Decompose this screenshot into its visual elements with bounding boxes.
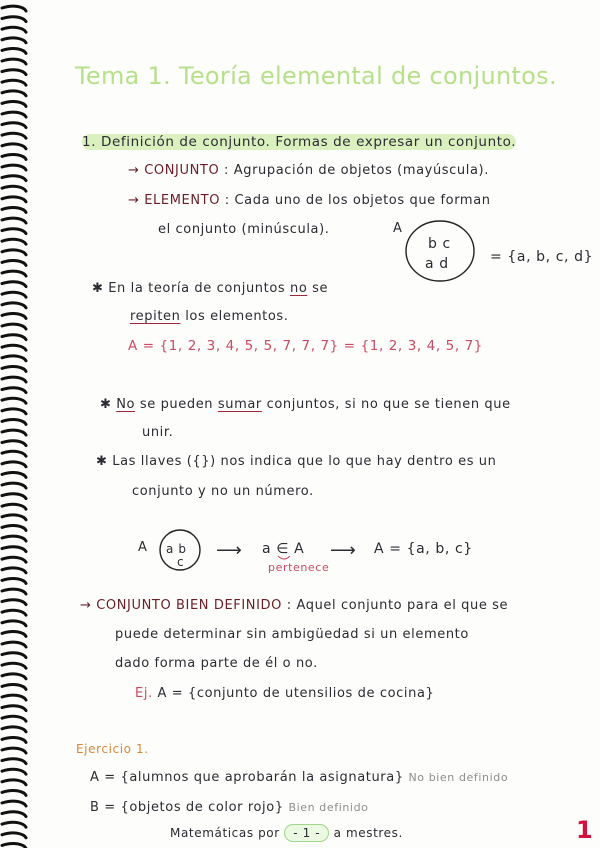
well-defined-label: → CONJUNTO BIEN DEFINIDO [80, 598, 282, 613]
conjunto-text: : Agrupación de objetos (mayúscula). [224, 163, 489, 178]
section-heading-text: 1. Definición de conjunto. Formas de expresar un conjunto. [82, 134, 517, 150]
exercise-b-note: Bien definido [288, 801, 369, 814]
exercise-b-text: B = {objetos de color rojo} [90, 800, 284, 815]
example-label: Ej. [135, 686, 153, 701]
well-defined-line3: dado forma parte de él o no. [115, 656, 318, 671]
page-number: 1 [576, 816, 594, 844]
exercise-a-note: No bien definido [408, 771, 509, 784]
note-repeat-no: no [290, 281, 308, 296]
note-sumar-star: ✱ [100, 397, 112, 412]
note-sumar-mid: se pueden [139, 397, 214, 412]
diagram-set-name: A [393, 221, 403, 236]
note-sumar-line2: unir. [142, 425, 174, 440]
note-sumar-sumar: sumar [217, 397, 262, 412]
membership-circle-bottom: c [177, 555, 185, 569]
diagram-elements-top: b c [428, 236, 451, 252]
note-llaves-line1: ✱ Las llaves ({}) nos indica que lo que hay dentro es un [96, 454, 497, 469]
membership-arrow-2: ⟶ [330, 540, 357, 561]
note-llaves-line2: conjunto y no un número. [132, 484, 314, 499]
membership-circle [160, 530, 200, 570]
exercise-a-text: A = {alumnos que aprobarán la asignatura} [90, 770, 404, 785]
note-repeat-post: se [312, 281, 329, 296]
note-sumar-post: conjuntos, si no que se tienen que [266, 397, 511, 412]
membership-circle-top: a b [166, 542, 187, 556]
diagram-elements-bottom: a d [425, 256, 449, 272]
exercise-heading: Ejercicio 1. [76, 742, 149, 756]
membership-set-name: A [138, 540, 148, 555]
conjunto-label: → CONJUNTO [128, 163, 220, 178]
note-repeat-repiten: repiten [130, 309, 181, 324]
membership-pertenece: pertenece [268, 561, 330, 574]
membership-result: A = {a, b, c} [374, 541, 473, 557]
footer-text-post: a mestres. [333, 826, 403, 840]
note-repeat-example: A = {1, 2, 3, 4, 5, 5, 7, 7, 7} = {1, 2, 3, 4, 5, 7} [128, 338, 483, 354]
footer-text-pre: Matemáticas por [170, 826, 280, 840]
elemento-text-continued: el conjunto (minúscula). [158, 222, 330, 237]
well-defined-line2: puede determinar sin ambigüedad si un elemento [115, 627, 469, 642]
membership-arrow-1: ⟶ [216, 540, 243, 561]
example-text: A = {conjunto de utensilios de cocina} [157, 686, 435, 701]
footer-badge: - 1 - [284, 824, 329, 842]
membership-bracket [278, 556, 290, 559]
note-sumar-no: No [116, 397, 136, 412]
note-repeat-line2-post: los elementos. [185, 309, 289, 324]
diagram-equation: = {a, b, c, d} [490, 249, 594, 265]
note-repeat-pre: ✱ En la teoría de conjuntos [92, 281, 286, 296]
membership-relation: a ∈ A [262, 541, 305, 557]
elemento-label: → ELEMENTO [128, 193, 221, 208]
page-title: Tema 1. Teoría elemental de conjuntos. [75, 62, 557, 90]
diagram-circle [406, 221, 474, 281]
elemento-text: : Cada uno de los objetos que forman [224, 193, 491, 208]
well-defined-text1: : Aquel conjunto para el que se [286, 598, 509, 613]
